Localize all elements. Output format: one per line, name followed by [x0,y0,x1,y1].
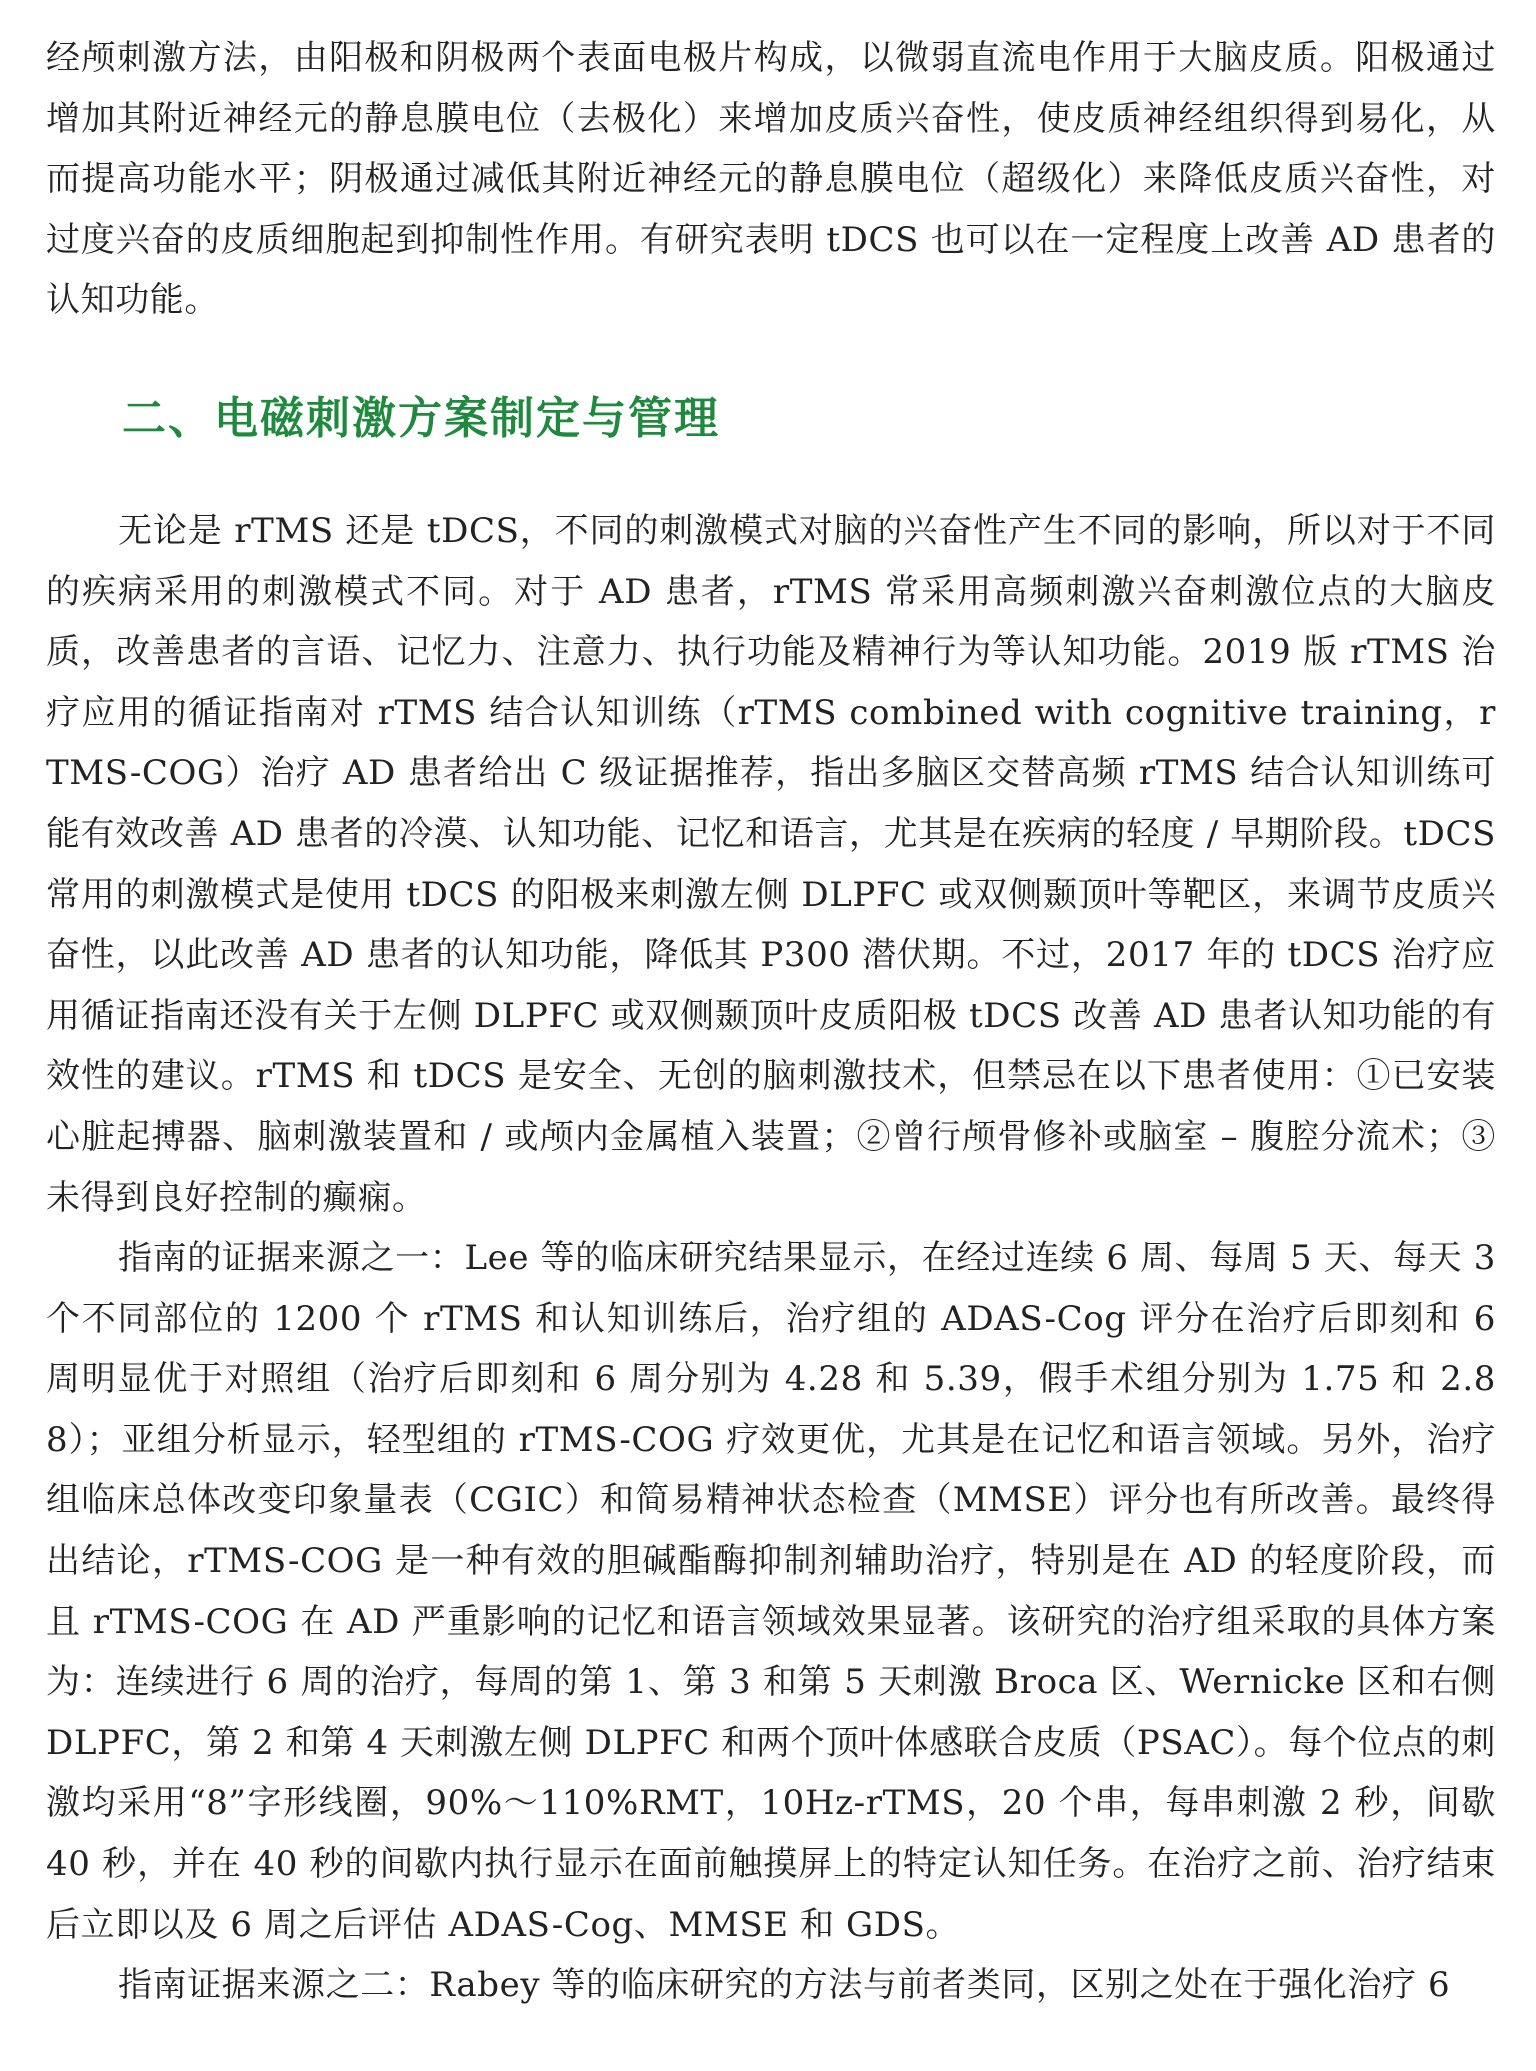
document-page [46,28,1496,2016]
body-paragraph-1: 无论是 rTMS 还是 tDCS，不同的刺激模式对脑的兴奋性产生不同的影响，所以对于不同的疾病采用的刺激模式不同。对于 AD 患者，rTMS 常采用高频刺激兴奋刺激位点的大脑皮质，改善患者的言语、记忆力、注意力、执行功能及精神行为等认知功能。2019 版 rTMS 治疗应用的循证指南对 rTMS 结合认知训练（rTMS combined with cognitive training，rTMS-COG）治疗 AD 患者给出 C 级证据推荐，指出多脑区交替高频 rTMS 结合认知训练可能有效改善 AD 患者的冷漠、认知功能、记忆和语言，尤其是在疾病的轻度 / 早期阶段。tDCS 常用的刺激模式是使用 tDCS 的阳极来刺激左侧 DLPFC 或双侧颞顶叶等靶区，来调节皮质兴奋性，以此改善 AD 患者的认知功能，降低其 P300 潜伏期。不过，2017 年的 tDCS 治疗应用循证指南还没有关于左侧 DLPFC 或双侧颞顶叶皮质阳极 tDCS 改善 AD 患者认知功能的有效性的建议。rTMS 和 tDCS 是安全、无创的脑刺激技术，但禁忌在以下患者使用：①已安装心脏起搏器、脑刺激装置和 / 或颅内金属植入装置；②曾行颅骨修补或脑室 – 腹腔分流术；③未得到良好控制的癫痫。 [46,510,1496,1218]
section-heading: 二、电磁刺激方案制定与管理 [122,392,720,444]
body-paragraph-2: 指南的证据来源之一：Lee 等的临床研究结果显示，在经过连续 6 周、每周 5 天、每天 3 个不同部位的 1200 个 rTMS 和认知训练后，治疗组的 ADAS-Cog 评分在治疗后即刻和 6 周明显优于对照组（治疗后即刻和 6 周分别为 4.28 和 5.39，假手术组分别为 1.75 和 2.88）；亚组分析显示，轻型组的 rTMS-COG 疗效更优，尤其是在记忆和语言领域。另外，治疗组临床总体改变印象量表（CGIC）和简易精神状态检查（MMSE）评分也有所改善。最终得出结论，rTMS-COG 是一种有效的胆碱酯酶抑制剂辅助治疗，特别是在 AD 的轻度阶段，而且 rTMS-COG 在 AD 严重影响的记忆和语言领域效果显著。该研究的治疗组采取的具体方案为：连续进行 6 周的治疗，每周的第 1、第 3 和第 5 天刺激 Broca 区、Wernicke 区和右侧 DLPFC，第 2 和第 4 天刺激左侧 DLPFC 和两个顶叶体感联合皮质（PSAC）。每个位点的刺激均采用“8”字形线圈，90%～110%RMT，10Hz-rTMS，20 个串，每串刺激 2 秒，间歇 40 秒，并在 40 秒的间歇内执行显示在面前触摸屏上的特定认知任务。在治疗之前、治疗结束后立即以及 6 周之后评估 ADAS-Cog、MMSE 和 GDS。 [46,1238,1496,1945]
body-paragraph-3: 指南证据来源之二：Rabey 等的临床研究的方法与前者类同，区别之处在于强化治疗 6 [118,1965,1451,2006]
intro-paragraph: 经颅刺激方法，由阳极和阴极两个表面电极片构成，以微弱直流电作用于大脑皮质。阳极通过增加其附近神经元的静息膜电位（去极化）来增加皮质兴奋性，使皮质神经组织得到易化，从而提高功能水平；阴极通过减低其附近神经元的静息膜电位（超级化）来降低皮质兴奋性，对过度兴奋的皮质细胞起到抑制性作用。有研究表明 tDCS 也可以在一定程度上改善 AD 患者的认知功能。 [46,38,1496,321]
